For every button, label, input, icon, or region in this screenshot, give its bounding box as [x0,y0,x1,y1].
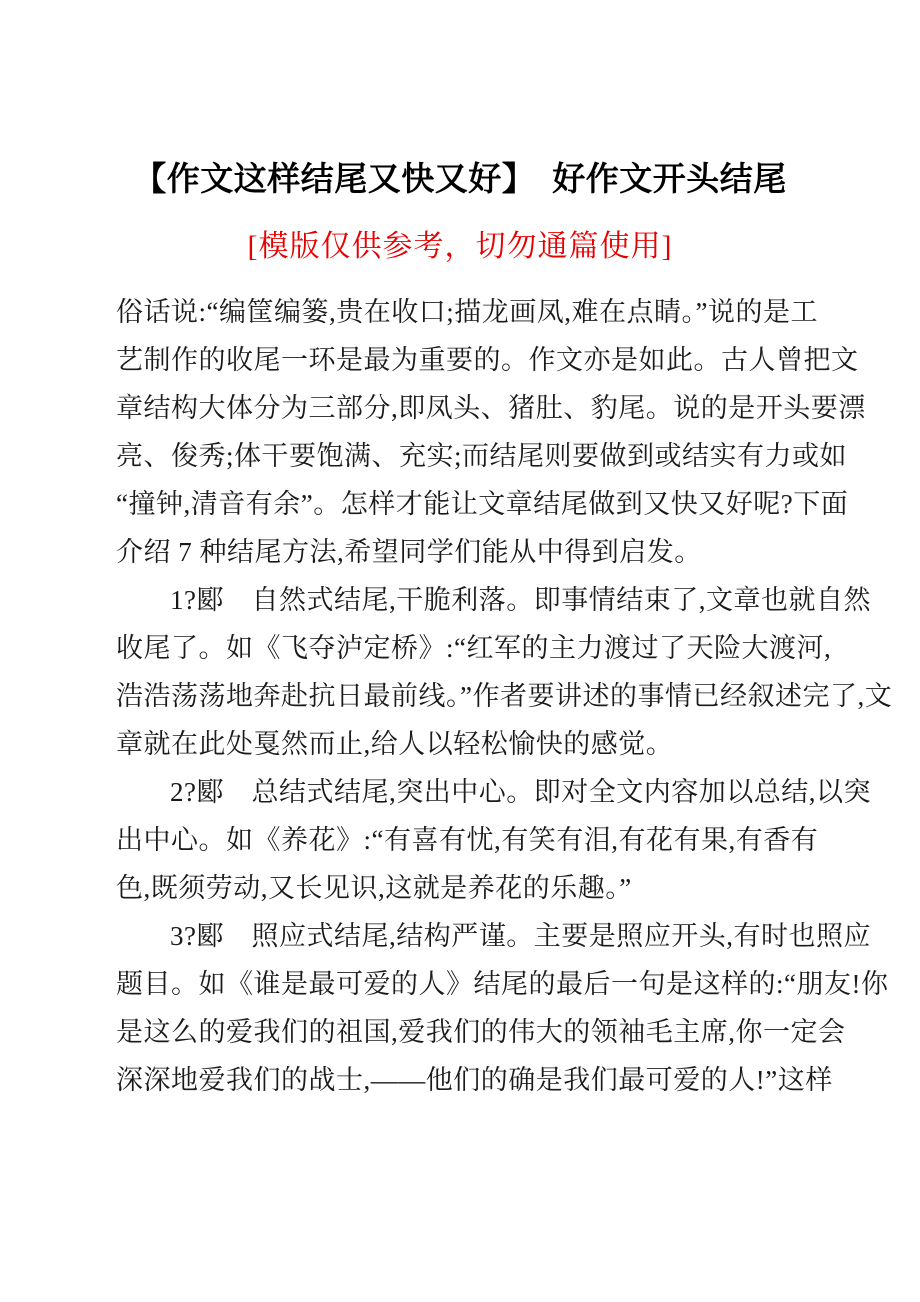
text-line: 题目。如《谁是最可爱的人》结尾的最后一句是这样的:“朋友!你 [116,969,889,999]
text-line: 浩浩荡荡地奔赴抗日最前线。”作者要讲述的事情已经叙述完了,文 [116,681,893,711]
text-line: 深深地爱我们的战士,——他们的确是我们最可爱的人!”这样 [116,1065,833,1095]
paragraph-intro [116,288,866,576]
paragraph-method-3 [116,912,889,1104]
text-line: 收尾了。如《飞夺泸定桥》:“红军的主力渡过了天险大渡河, [116,633,832,663]
paragraph-method-2 [116,768,871,912]
text-line: 俗话说:“编筐编篓,贵在收口;描龙画凤,难在点睛。”说的是工 [116,297,818,327]
text-line: 3?郾 照应式结尾,结构严谨。主要是照应开头,有时也照应 [170,921,871,951]
text-line: 1?郾 自然式结尾,干脆利落。即事情结束了,文章也就自然 [170,585,871,615]
text-line: 色,既须劳动,又长见识,这就是养花的乐趣。” [116,873,632,903]
doc-body [116,288,893,1104]
text-line: 亮、俊秀;体干要饱满、充实;而结尾则要做到或结实有力或如 [116,441,848,471]
text-line: 出中心。如《养花》:“有喜有忧,有笑有泪,有花有果,有香有 [116,825,819,855]
text-line: 章结构大体分为三部分,即凤头、猪肚、豹尾。说的是开头要漂 [116,393,866,423]
text-line: 2?郾 总结式结尾,突出中心。即对全文内容加以总结,以突 [170,777,871,807]
doc-subtitle: [模版仅供参考，切勿通篇使用] [247,230,673,263]
doc-title: 【作文这样结尾又快又好】 好作文开头结尾 [133,162,787,198]
text-line: 介绍 7 种结尾方法,希望同学们能从中得到启发。 [116,537,702,567]
paragraph-method-1 [116,576,893,768]
text-line: 是这么的爱我们的祖国,爱我们的伟大的领袖毛主席,你一定会 [116,1017,846,1047]
text-line: 艺制作的收尾一环是最为重要的。作文亦是如此。古人曾把文 [116,345,859,375]
text-line: 章就在此处戛然而止,给人以轻松愉快的感觉。 [116,729,674,759]
text-line: “撞钟,清音有余”。怎样才能让文章结尾做到又快又好呢?下面 [116,489,849,519]
